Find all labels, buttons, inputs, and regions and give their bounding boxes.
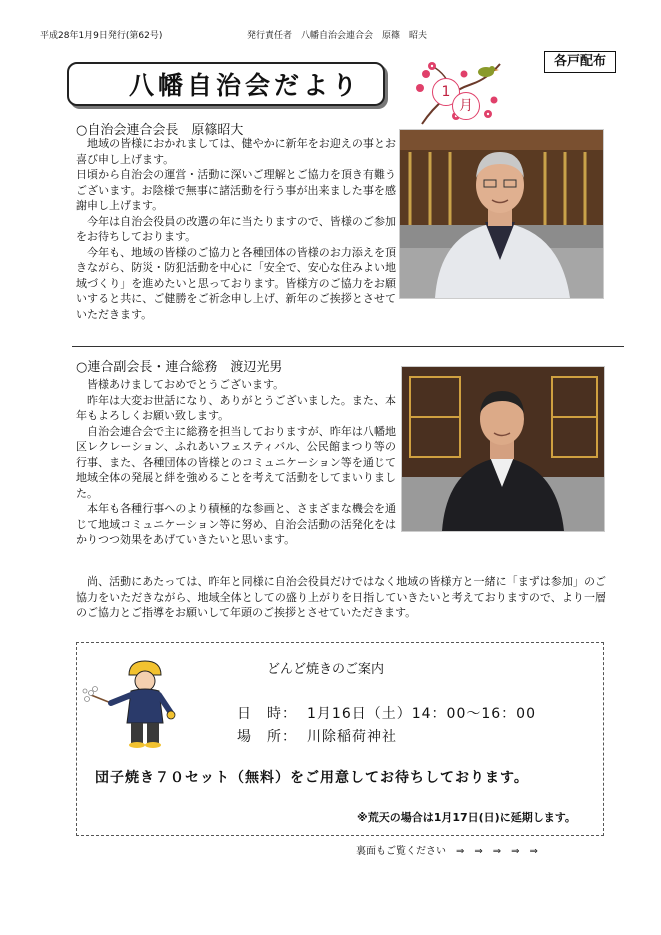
- paragraph: 尚、活動にあたっては、昨年と同様に自治会役員だけではなく地域の皆様方と一緒に「まずは参加」のご協力をいただきながら、地域全体としての盛り上がりを日指していきたいと考えておりますので、より一層のご協力とご指導をお願いして年頭のご挨拶とさせていただきます。: [76, 575, 606, 619]
- event-place-label: 場 所：: [237, 729, 297, 745]
- month-illustration: [412, 54, 504, 126]
- paragraph: 日頃から自治会の運営・活動に深いご理解とご協力を頂き有難うございます。お陰様で無事に諸活動を行う事が出来ました事を感謝申し上げます。: [76, 168, 396, 212]
- issue-info: 平成28年1月9日発行(第62号): [40, 31, 163, 41]
- distribution-badge: 各戸配布: [544, 51, 616, 73]
- event-main-notice: 団子焼き７０セット（無料）をご用意してお待ちしております。: [95, 770, 529, 786]
- section2-heading: ○連合副会長・連合総務 渡辺光男: [76, 360, 283, 375]
- photo-vice-chairman: [401, 366, 605, 532]
- publisher-info: 発行責任者 八幡自治会連合会 原篠 昭夫: [247, 31, 428, 41]
- photo-chairman: [399, 129, 604, 299]
- paragraph: 今年も、地域の皆様のご協力と各種団体の皆様のお力添えを頂きながら、防災・防犯活動を中心に「安全で、安心な住みよい地域づくり」を進めたいと思っております。皆様方のご協力をお願いすると共に、ご健勝をご祈念申し上げ、新年のご挨拶とさせていただきます。: [76, 245, 396, 321]
- event-title: どんど焼きのご案内: [267, 662, 385, 677]
- rain-notice: ※荒天の場合は1月17日(日)に延期します。: [357, 811, 576, 824]
- section-divider: [72, 346, 624, 347]
- paragraph: 皆様あけましておめでとうございます。: [76, 378, 285, 391]
- see-reverse-note: 裏面もご覧ください ⇒ ⇒ ⇒ ⇒ ⇒: [356, 846, 538, 857]
- month-number: 1: [432, 78, 460, 106]
- paragraph: 地域の皆様におかれましては、健やかに新年をお迎えの事とお喜び申し上げます。: [76, 137, 396, 166]
- section1-body: [76, 136, 396, 322]
- paragraph: 昨年は大変お世話になり、ありがとうございました。また、本年もよろしくお願い致します。: [76, 393, 396, 422]
- child-illustration: [81, 655, 181, 755]
- section1-heading: ○自治会連合会長 原篠昭大: [76, 123, 244, 138]
- month-unit: 月: [452, 92, 480, 120]
- newsletter-title: 八幡自治会だより: [67, 62, 385, 106]
- paragraph: 自治会連合会で主に総務を担当しておりますが、昨年は八幡地区レクレーション、ふれあいフェスティバル、公民館まつり等の行事、また、各種団体の皆様とのコミュニケーション等を通じて地域全体の発展と絆を強めることを考えて活動をしてまいりました。: [76, 424, 396, 500]
- event-date-value: 1月16日（土）14：00〜16：00: [307, 706, 536, 722]
- paragraph: 本年も各種行事へのより積極的な参画と、さまざまな機会を通じて地域コミュニケーション等に努め、自治会活動の活発化をはかりつつ効果をあげていきたいと思います。: [76, 502, 396, 546]
- section2-body-top: [76, 377, 396, 548]
- paragraph: 今年は自治会役員の改選の年に当たりますので、皆様のご参加をお待ちしております。: [76, 214, 396, 243]
- section2-body-bottom: [76, 574, 606, 621]
- event-place-value: 川除稲荷神社: [307, 729, 397, 745]
- event-date-label: 日 時：: [237, 706, 297, 722]
- event-box: [76, 642, 604, 836]
